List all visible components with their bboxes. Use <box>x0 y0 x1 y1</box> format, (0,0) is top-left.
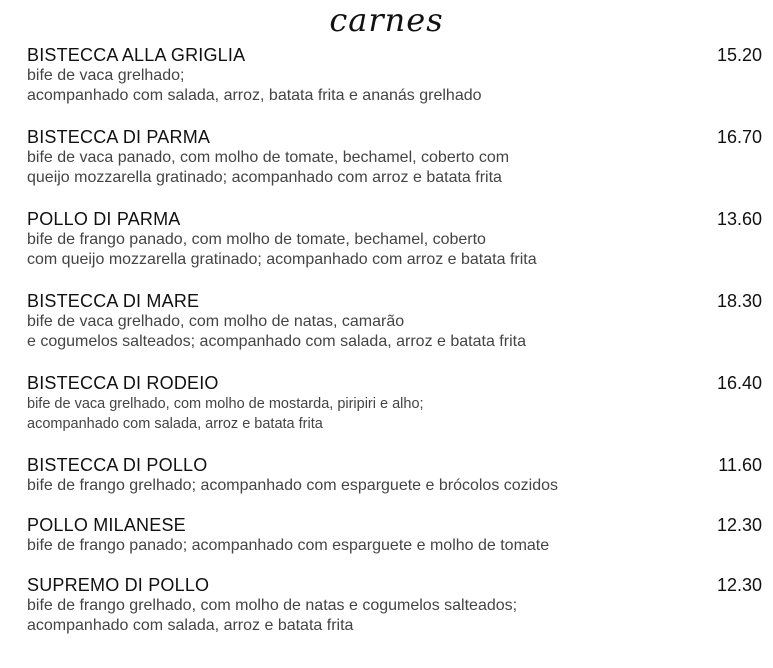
dish-price: 16.40 <box>716 373 762 393</box>
menu-item <box>27 290 762 352</box>
dish-name: BISTECCA DI PARMA <box>27 127 211 147</box>
dish-price: 12.30 <box>716 515 762 535</box>
menu-item <box>27 208 762 270</box>
dish-description-line: bife de frango grelhado, com molho de natas e cogumelos salteados; <box>27 597 518 614</box>
menu-item <box>27 44 762 106</box>
menu-item <box>27 514 762 556</box>
dish-name: BISTECCA DI POLLO <box>27 455 208 475</box>
dish-price: 12.30 <box>716 575 762 595</box>
menu-item <box>27 126 762 188</box>
dish-name: SUPREMO DI POLLO <box>27 575 210 595</box>
dish-name: BISTECCA DI MARE <box>27 291 200 311</box>
dish-description-line: bife de frango grelhado; acompanhado com esparguete e brócolos cozidos <box>27 477 559 494</box>
dish-price: 11.60 <box>718 455 762 475</box>
dish-name: POLLO MILANESE <box>27 515 186 535</box>
dish-price: 15.20 <box>716 45 762 65</box>
dish-description-line: queijo mozzarella gratinado; acompanhado com arroz e batata frita <box>27 169 502 186</box>
menu-list <box>27 44 762 656</box>
dish-description-line: bife de vaca grelhado, com molho de mostarda, piripiri e alho; <box>27 396 424 412</box>
menu-item <box>27 372 762 434</box>
dish-description-line: acompanhado com salada, arroz, batata frita e ananás grelhado <box>27 87 482 104</box>
dish-name: BISTECCA DI RODEIO <box>27 373 219 393</box>
dish-description-line: com queijo mozzarella gratinado; acompanhado com arroz e batata frita <box>27 251 537 268</box>
dish-description-line: e cogumelos salteados; acompanhado com salada, arroz e batata frita <box>27 333 526 350</box>
dish-description-line: acompanhado com salada, arroz e batata frita <box>27 416 323 432</box>
dish-description-line: acompanhado com salada, arroz e batata frita <box>27 617 354 634</box>
menu-item <box>27 454 762 496</box>
menu-item <box>27 574 762 636</box>
dish-description-line: bife de vaca grelhado; <box>27 67 185 84</box>
dish-description-line: bife de frango panado; acompanhado com esparguete e molho de tomate <box>27 537 550 554</box>
dish-name: BISTECCA ALLA GRIGLIA <box>27 45 246 65</box>
dish-description-line: bife de vaca grelhado, com molho de natas, camarão <box>27 313 405 330</box>
dish-price: 16.70 <box>716 127 762 147</box>
menu-section-title: carnes <box>329 1 444 39</box>
dish-price: 13.60 <box>716 209 762 229</box>
dish-description-line: bife de vaca panado, com molho de tomate, bechamel, coberto com <box>27 149 510 166</box>
dish-name: POLLO DI PARMA <box>27 209 181 229</box>
dish-description-line: bife de frango panado, com molho de tomate, bechamel, coberto <box>27 231 486 248</box>
dish-price: 18.30 <box>716 291 762 311</box>
